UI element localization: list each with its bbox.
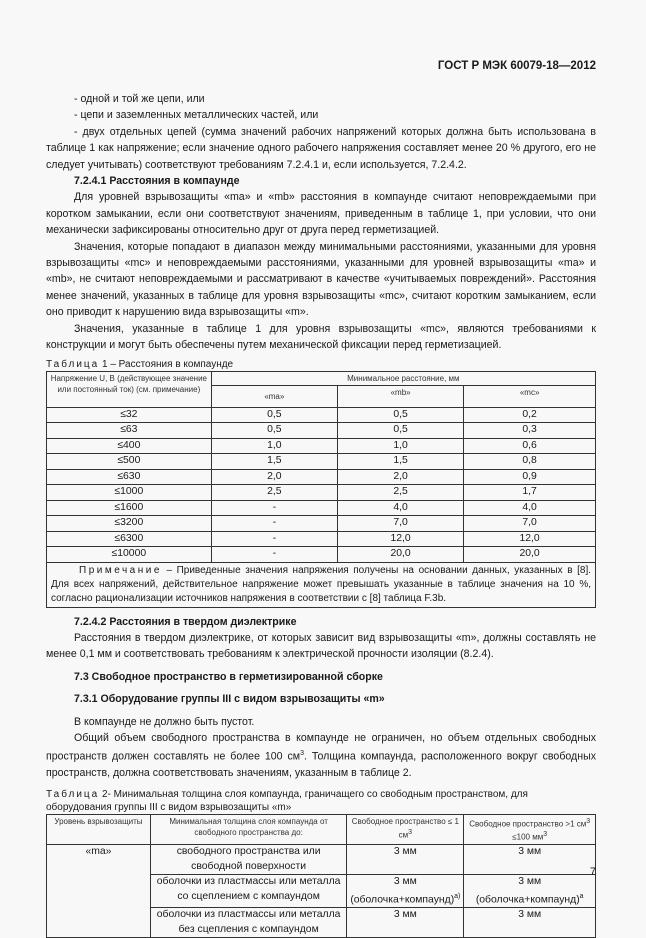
cell: 0,8	[464, 454, 596, 470]
cell: -	[211, 531, 337, 547]
cell: 0,5	[337, 423, 463, 439]
cell: -	[211, 516, 337, 532]
note-text: – Приведенные значения напряжения получены на основании данных, указанных в [8]. Для всех напряжений, действительное напряжение может превышать указанные в таблице значения на 10 %, согласно рационализации источников напряжения в соответствии с [8] таблица F.3b.	[51, 564, 591, 604]
cell: свободного пространства или свободной поверхности	[150, 845, 346, 875]
text: 3 мм (оболочка+компаунд)	[475, 876, 580, 905]
paragraph: Значения, указанные в таблице 1 для уровня взрывозащиты «mc», являются требованиями к конструкции и могут быть обеспечены путем механической фиксации перед герметизацией.	[46, 322, 596, 352]
paragraph: Расстояния в твердом диэлектрике, от которых зависит вид взрывозащиты «m», должны составлять не менее 0,1 мм и соответствовать требованиям к электрической прочности изоляции (8.2.4).	[46, 631, 596, 661]
table-row	[47, 547, 596, 563]
cell: 2,0	[211, 469, 337, 485]
cell: ≤1000	[47, 485, 212, 501]
table-note	[47, 562, 596, 607]
cell: 7,0	[337, 516, 463, 532]
table-row	[47, 423, 596, 439]
footnote-ref: a)	[454, 892, 461, 900]
cell: 4,0	[464, 500, 596, 516]
cell: 2,5	[337, 485, 463, 501]
col-header: Минимальная толщина слоя компаунда от свободного пространства до:	[150, 814, 346, 844]
cell: 1,5	[211, 454, 337, 470]
table-row	[47, 469, 596, 485]
cell: 20,0	[464, 547, 596, 563]
list-item: - цепи и заземленных металлических частей, или	[74, 109, 319, 122]
caption-prefix: Таблица	[46, 358, 100, 370]
cell: ≤10000	[47, 547, 212, 563]
cell: 0,5	[211, 423, 337, 439]
col-header-min-distance: Минимальное расстояние, мм	[211, 371, 595, 385]
cell: ≤630	[47, 469, 212, 485]
section-heading: 7.2.4.2 Расстояния в твердом диэлектрике	[74, 615, 297, 628]
cell: 4,0	[337, 500, 463, 516]
cell: 0,2	[464, 407, 596, 423]
cell: 0,9	[464, 469, 596, 485]
cell: 20,0	[337, 547, 463, 563]
cell: 1,7	[464, 485, 596, 501]
cell: 2,0	[337, 469, 463, 485]
table-row	[47, 845, 596, 875]
table-row	[47, 407, 596, 423]
paragraph: Значения, которые попадают в диапазон между минимальными расстояниями, указанными для уровня взрывозащиты «mc» и неповреждаемыми расстояниями, указанными для уровней взрывозащиты «ma» и «mb», не считают неповреждаемыми и рассматривают в качестве «учитываемых повреждений». Расстояния менее значений, указанных в таблице для уровня взрывозащиты «mc», считают коротким замыканием, если оно приводит к нарушению вида взрывозащиты «m».	[46, 240, 596, 319]
cell: ≤1600	[47, 500, 212, 516]
superscript: 3	[300, 750, 304, 758]
level-cell: «ma»	[47, 845, 151, 938]
cell: 3 мм	[347, 845, 464, 875]
section-heading: 7.3.1 Оборудование группы III с видом взрывозащиты «m»	[74, 693, 385, 706]
col-header	[347, 814, 464, 844]
col-header-voltage: Напряжение U, В (действующее значение или постоянный ток) (см. примечание)	[47, 371, 212, 407]
paragraph: В компаунде не должно быть пустот.	[74, 715, 255, 728]
col-header: Уровень взрывозащиты	[47, 814, 151, 844]
note-label: Примечание	[79, 564, 162, 576]
table-row	[47, 438, 596, 454]
cell: ≤400	[47, 438, 212, 454]
table-row	[47, 531, 596, 547]
text: Общий объем свободного пространства в компаунде не ограничен, но объем отдельных свободных пространств должен составлять не более 100 см	[46, 731, 596, 763]
cell: 12,0	[464, 531, 596, 547]
cell: ≤3200	[47, 516, 212, 532]
cell: 7,0	[464, 516, 596, 532]
cell: 12,0	[337, 531, 463, 547]
table2-caption	[46, 788, 596, 814]
cell: ≤63	[47, 423, 212, 439]
caption-text: 1 – Расстояния в компаунде	[99, 358, 234, 370]
cell: 1,5	[337, 454, 463, 470]
cell: 0,6	[464, 438, 596, 454]
section-heading: 7.3 Свободное пространство в герметизированной сборке	[74, 670, 383, 683]
cell: ≤32	[47, 407, 212, 423]
cell: 2,5	[211, 485, 337, 501]
cell: -	[211, 547, 337, 563]
cell: 0,5	[337, 407, 463, 423]
cell: оболочки из пластмассы или металла со сцеплением с компаундом	[150, 875, 346, 908]
section-heading: 7.2.4.1 Расстояния в компаунде	[74, 175, 240, 188]
table-row	[47, 500, 596, 516]
cell: 1,0	[211, 438, 337, 454]
cell	[464, 875, 596, 908]
cell: 3 мм	[464, 845, 596, 875]
cell: 1,0	[337, 438, 463, 454]
text: 3 мм (оболочка+компаунд)	[350, 876, 455, 905]
table1-caption	[46, 358, 596, 371]
cell: ≤500	[47, 454, 212, 470]
cell: 0,3	[464, 423, 596, 439]
text: ≤100 мм	[512, 833, 544, 842]
table-row	[47, 516, 596, 532]
text: . Толщина компаунда, расположенного вокруг свободных пространств, должна соответствовать значениям, указанным в таблице 2.	[46, 750, 596, 780]
cell: -	[211, 500, 337, 516]
table-1	[46, 371, 596, 608]
col-header: «mb»	[337, 385, 463, 407]
table-row	[47, 485, 596, 501]
caption-prefix: Таблица	[46, 788, 100, 800]
superscript: 3	[586, 817, 591, 825]
superscript: 3	[543, 831, 548, 839]
cell: 3 мм	[347, 908, 464, 938]
text: Свободное пространство ≤ 1 см	[351, 816, 459, 840]
cell: 0,5	[211, 407, 337, 423]
cell	[347, 875, 464, 908]
list-item: - одной и той же цепи, или	[74, 93, 205, 105]
superscript: 3	[408, 828, 413, 836]
page-number: 7	[589, 866, 596, 878]
footnote-ref: a	[579, 892, 584, 900]
caption-text: 2- Минимальная толщина слоя компаунда, граничащего со свободным пространством, для оборудования группы III с видом взрывозащиты «m»	[46, 788, 528, 813]
cell: 3 мм	[464, 908, 596, 938]
page-body	[46, 91, 596, 938]
col-header	[464, 814, 596, 844]
paragraph	[46, 730, 596, 782]
cell: ≤6300	[47, 531, 212, 547]
text: Свободное пространство >1 см	[469, 819, 587, 829]
col-header: «ma»	[211, 385, 337, 407]
table-2	[46, 814, 596, 938]
document-header: ГОСТ Р МЭК 60079-18—2012	[437, 60, 596, 72]
paragraph: Для уровней взрывозащиты «ma» и «mb» расстояния в компаунде считают неповреждаемыми при коротком замыкании, если они соответствуют значениям, приведенным в таблице 1, при условии, что они механически зафиксированы относительно друг от друга перед герметизацией.	[46, 191, 596, 237]
table-row	[47, 454, 596, 470]
col-header: «mc»	[464, 385, 596, 407]
list-item: - двух отдельных цепей (сумма значений рабочих напряжений которых должна быть использована в таблице 1 как напряжение; если значение одного рабочего напряжения составляет менее 20 % другого, его не следует учитывать) соответствуют требованиям 7.2.4.1 и, если используется, 7.2.4.2.	[46, 125, 596, 171]
cell: оболочки из пластмассы или металла без сцепления с компаундом	[150, 908, 346, 938]
